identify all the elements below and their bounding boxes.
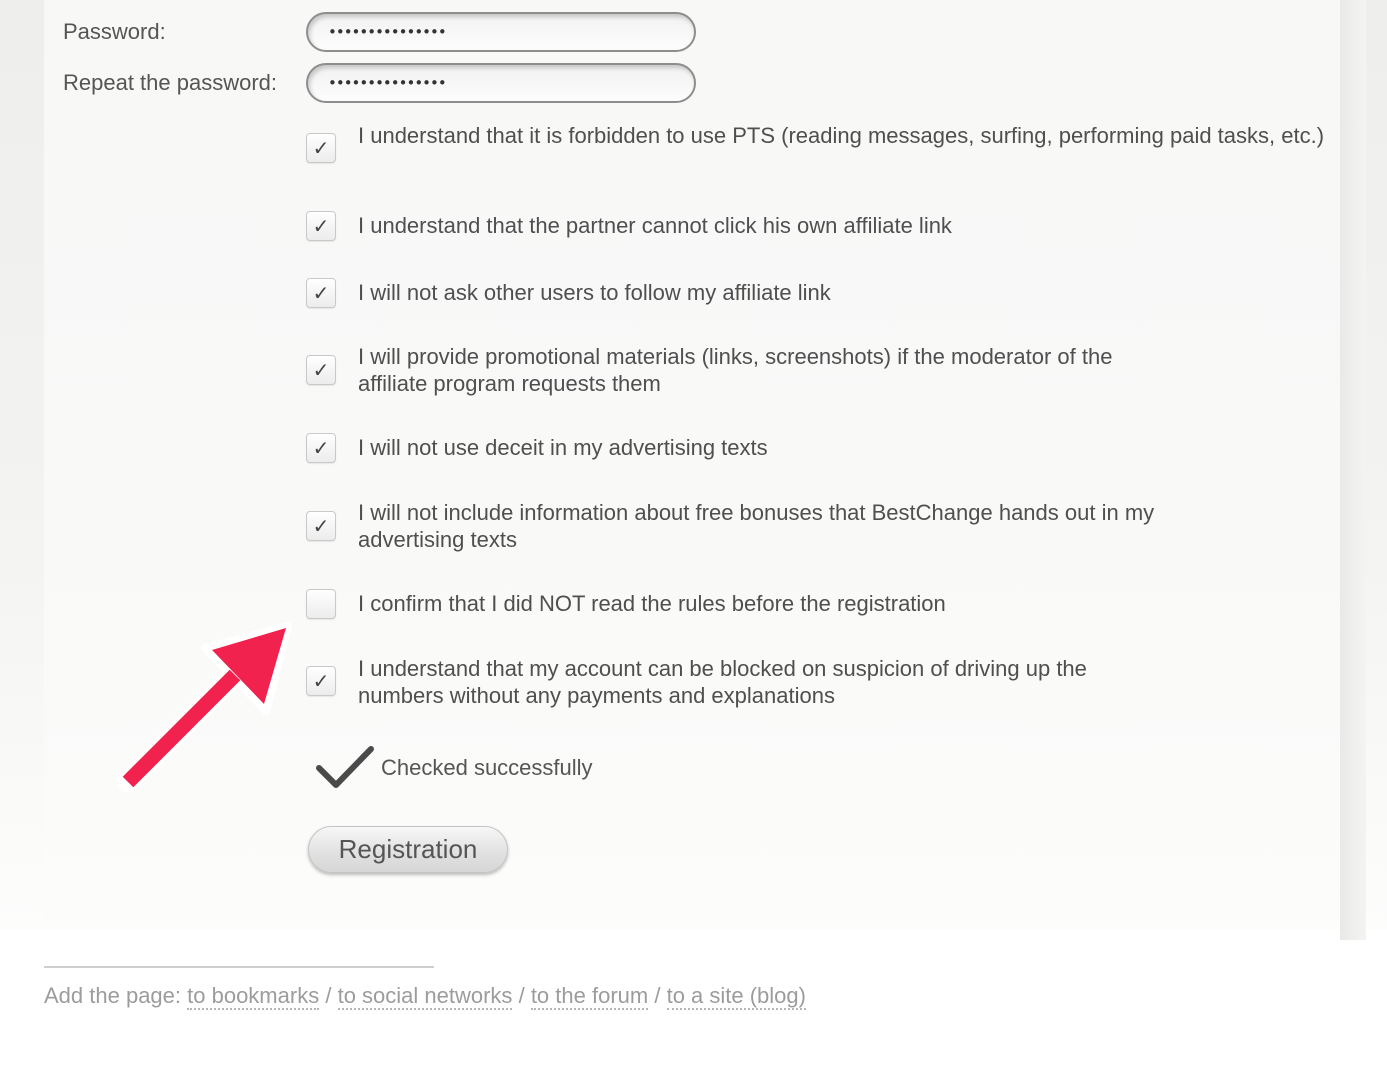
password-input[interactable] — [306, 12, 696, 52]
rule-label: I confirm that I did NOT read the rules before the registration — [358, 591, 946, 616]
rule-checkbox[interactable]: ✓ — [306, 355, 336, 385]
rule-checkbox[interactable]: ✓ — [306, 278, 336, 308]
rule-label: I will not ask other users to follow my affiliate link — [358, 280, 831, 305]
rule-label: I understand that it is forbidden to use PTS (reading messages, surfing, performing paid tasks, etc.) — [358, 123, 1325, 148]
status-message: Checked successfully — [381, 755, 593, 780]
footer-divider — [44, 966, 434, 968]
password-label: Password: — [63, 19, 166, 44]
page-edge-shadow — [1340, 0, 1366, 940]
footer-separator: / — [325, 983, 332, 1008]
link-social-networks[interactable]: to social networks — [337, 983, 513, 1008]
rule-checkbox[interactable]: ✓ — [306, 133, 336, 163]
footer-prefix: Add the page: — [44, 983, 182, 1008]
rule-checkbox[interactable]: ✓ — [306, 211, 336, 241]
rule-label: I will not include information about free bonuses that BestChange hands out in my advertising texts — [358, 500, 1155, 552]
rule-checkbox[interactable]: ✓ — [306, 511, 336, 541]
footer-separator: / — [518, 983, 525, 1008]
rule-checkbox[interactable]: ✓ — [306, 666, 336, 696]
link-bookmarks[interactable]: to bookmarks — [187, 983, 320, 1008]
repeat-password-input[interactable] — [306, 63, 696, 103]
rule-label: I understand that my account can be blocked on suspicion of driving up the numbers without any payments and explanations — [358, 656, 1087, 708]
rule-checkbox[interactable]: ✓ — [306, 433, 336, 463]
footer-share-bar — [44, 983, 806, 1009]
arrow-icon — [0, 0, 300, 800]
link-site-blog[interactable]: to a site (blog) — [666, 983, 806, 1008]
rule-checkbox[interactable] — [306, 589, 336, 619]
link-forum[interactable]: to the forum — [530, 983, 649, 1008]
checkmark-icon — [316, 746, 374, 790]
rule-label: I will provide promotional materials (links, screenshots) if the moderator of the affiliate program requests them — [358, 344, 1113, 396]
rule-label: I understand that the partner cannot click his own affiliate link — [358, 213, 952, 238]
registration-button[interactable]: Registration — [308, 826, 508, 873]
repeat-password-label: Repeat the password: — [63, 70, 278, 95]
footer-separator: / — [654, 983, 661, 1008]
rule-label: I will not use deceit in my advertising texts — [358, 435, 768, 460]
